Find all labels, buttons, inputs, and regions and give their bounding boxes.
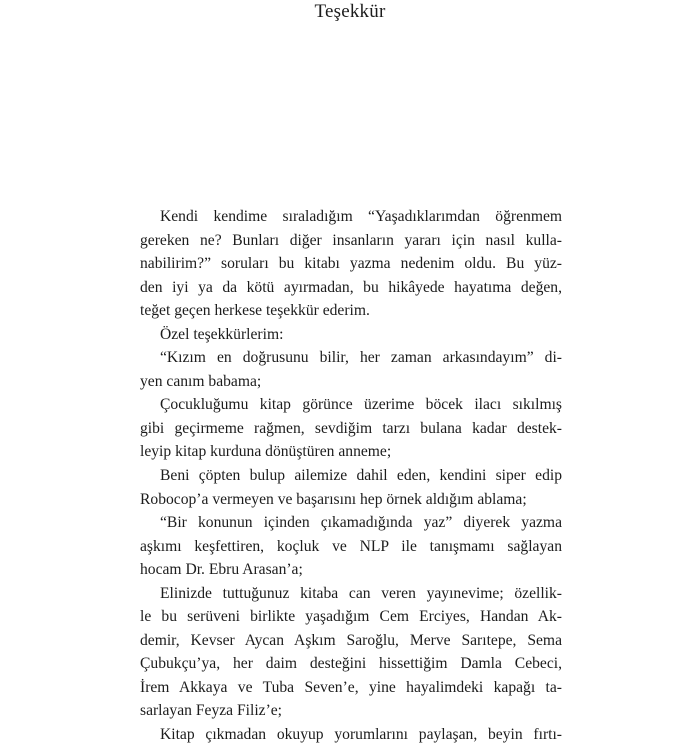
text-line: den iyi ya da kötü ayırmadan, bu hikâyede hayatıma değen, (140, 278, 562, 296)
text-line: Çubukçu’ya, her daim desteğini hissettiğim Damla Cebeci, (140, 655, 562, 673)
page-title: Teşekkür (314, 1, 386, 22)
text-line: sarlayan Feyza Filiz’e; (140, 702, 283, 720)
text-line: teğet geçen herkese teşekkür ederim. (140, 302, 370, 320)
text-line: le bu serüveni birlikte yaşadığım Cem Erciyes, Handan Ak- (140, 608, 562, 626)
text-line: Elinizde tuttuğunuz kitaba can veren yayınevime; özellik- (160, 584, 562, 602)
text-line: nabilirim?” soruları bu kitabı yazma nedenim oldu. Bu yüz- (140, 255, 562, 273)
text-line: gereken ne? Bunları diğer insanların yararı için nasıl kulla- (140, 231, 562, 249)
text-line: “Kızım en doğrusunu bilir, her zaman arkasındayım” di- (160, 349, 562, 367)
text-line: Kendi kendime sıraladığım “Yaşadıklarımdan öğrenmem (160, 208, 562, 225)
text-line: Beni çöpten bulup ailemize dahil eden, kendini siper edip (160, 467, 562, 485)
text-line: gibi geçirmeme rağmen, sevdiğim tarzı bulana kadar destek- (140, 419, 562, 437)
text-line: Robocop’a vermeyen ve başarısını hep örnek aldığım ablama; (140, 490, 527, 508)
text-line: yen canım babama; (140, 372, 262, 390)
text-line: hocam Dr. Ebru Arasan’a; (140, 561, 303, 579)
text-line: İrem Akkaya ve Tuba Seven’e, yine hayalimdeki kapağı ta- (140, 678, 562, 696)
text-line: aşkımı keşfettiren, koçluk ve NLP ile tanışmamı sağlayan (140, 537, 562, 555)
text-line: Kitap çıkmadan okuyup yorumlarını paylaşan, beyin fırtı- (160, 726, 562, 744)
text-line: leyip kitap kurduna dönüştüren anneme; (140, 443, 392, 461)
acknowledgements-text (140, 205, 562, 747)
text-line: demir, Kevser Aycan Aşkım Saroğlu, Merve Sarıtepe, Sema (140, 631, 562, 649)
text-line: Özel teşekkürlerim: (160, 325, 284, 343)
text-line: “Bir konunun içinden çıkamadığında yaz” diyerek yazma (160, 514, 562, 532)
text-line: Çocukluğumu kitap görünce üzerime böcek ilacı sıkılmış (160, 396, 562, 414)
